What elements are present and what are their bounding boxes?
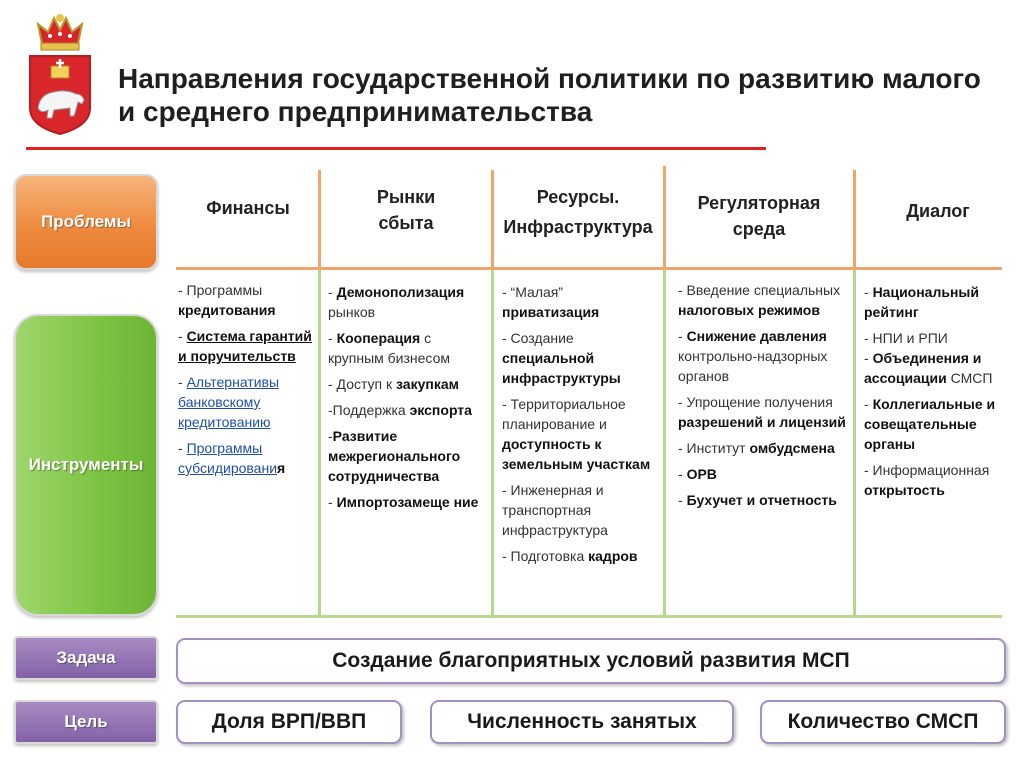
guarantees-link[interactable]: Система гарантий и поручительств bbox=[178, 328, 312, 364]
header-regulatory-line1: Регуляторная bbox=[697, 193, 821, 213]
list-item: -Поддержка экспорта bbox=[328, 402, 472, 418]
perm-coat-of-arms-icon bbox=[24, 10, 96, 138]
header-resources-line2: Инфраструктура bbox=[503, 217, 653, 237]
goal-box-grp bbox=[176, 700, 402, 744]
list-item: - Инженерная и транспортная инфраструктура bbox=[502, 482, 608, 538]
list-item: - НПИ и РПИ bbox=[864, 330, 948, 346]
alternatives-link[interactable]: Альтернативы банковскому кредитованию bbox=[178, 374, 280, 430]
table-bottom-divider bbox=[176, 615, 1002, 618]
header-resources-line1: Ресурсы. bbox=[536, 187, 620, 207]
header-finance: Финансы bbox=[206, 198, 290, 218]
goal-label-text: Цель bbox=[64, 712, 108, 731]
header-regulatory bbox=[666, 190, 852, 242]
list-item: - Коллегиальные и совещательные органы bbox=[864, 396, 996, 452]
list-item: - Территориальное планирование и доступность к земельным участкам bbox=[502, 396, 651, 472]
list-item: - Импортозамеще ние bbox=[328, 494, 479, 510]
list-item: - Система гарантий и поручительств bbox=[178, 328, 312, 364]
list-item: - Информационная открытость bbox=[864, 462, 990, 498]
column-divider bbox=[853, 270, 856, 616]
list-item: - Институт омбудсмена bbox=[678, 440, 835, 456]
list-item: - Демонополизация рынков bbox=[328, 284, 465, 320]
list-item: - Программы кредитования bbox=[178, 282, 276, 318]
goal-employment-text: Численность занятых bbox=[467, 710, 697, 733]
goal-box-employment bbox=[430, 700, 734, 744]
header-markets-line2: сбыта bbox=[378, 213, 434, 233]
title-underline bbox=[26, 147, 766, 150]
list-item: - Подготовка кадров bbox=[502, 548, 638, 564]
list-item: - Объединения и ассоциации СМСП bbox=[864, 350, 993, 386]
column-divider bbox=[663, 270, 666, 616]
dialog-items bbox=[864, 282, 1020, 506]
goal-box-sme-count bbox=[760, 700, 1006, 744]
header-divider bbox=[176, 267, 1002, 270]
goal-label bbox=[14, 700, 158, 744]
list-item: - Бухучет и отчетность bbox=[678, 492, 837, 508]
column-divider bbox=[491, 270, 494, 616]
header-markets bbox=[322, 184, 490, 236]
header-dialog: Диалог bbox=[906, 201, 970, 221]
list-item: - Упрощение получения разрешений и лицензий bbox=[678, 394, 846, 430]
header-regulatory-line2: среда bbox=[732, 219, 786, 239]
task-label-text: Задача bbox=[56, 648, 116, 667]
page-title: Направления государственной политики по развитию малого и среднего предпринимательства bbox=[118, 63, 981, 127]
list-item: - Программы субсидирования bbox=[178, 440, 286, 476]
problems-label-text: Проблемы bbox=[41, 212, 131, 231]
goal-grp-text: Доля ВРП/ВВП bbox=[211, 710, 367, 733]
list-item: - ОРВ bbox=[678, 466, 717, 482]
list-item: - Национальный рейтинг bbox=[864, 284, 979, 320]
regulatory-items bbox=[678, 280, 852, 516]
list-item: - Снижение давления контрольно-надзорных органов bbox=[678, 328, 828, 384]
problems-label bbox=[14, 174, 158, 270]
column-divider bbox=[853, 170, 856, 268]
column-divider bbox=[318, 270, 321, 616]
list-item: - “Малая” приватизация bbox=[502, 284, 600, 320]
column-divider bbox=[318, 170, 321, 268]
tools-label-text: Инструменты bbox=[28, 455, 144, 474]
resources-items bbox=[502, 282, 660, 572]
goal-sme-count-text: Количество СМСП bbox=[787, 710, 979, 733]
list-item: - Кооперация с крупным бизнесом bbox=[328, 330, 450, 366]
list-item: - Создание специальной инфраструктуры bbox=[502, 330, 621, 386]
list-item: - Альтернативы банковскому кредитованию bbox=[178, 374, 280, 430]
list-item: -Развитие межрегионального сотрудничества bbox=[328, 428, 461, 484]
finance-items bbox=[178, 280, 316, 484]
list-item: - Введение специальных налоговых режимов bbox=[678, 282, 841, 318]
tools-label bbox=[14, 314, 158, 616]
task-box bbox=[176, 638, 1006, 684]
markets-items bbox=[328, 282, 490, 518]
task-label bbox=[14, 636, 158, 680]
header-resources bbox=[494, 182, 662, 242]
list-item: - Доступ к закупкам bbox=[328, 376, 459, 392]
header-markets-line1: Рынки bbox=[376, 187, 436, 207]
task-text: Создание благоприятных условий развития МСП bbox=[332, 649, 850, 672]
subsidy-programs-link[interactable]: Программы субсидировани bbox=[178, 440, 278, 476]
